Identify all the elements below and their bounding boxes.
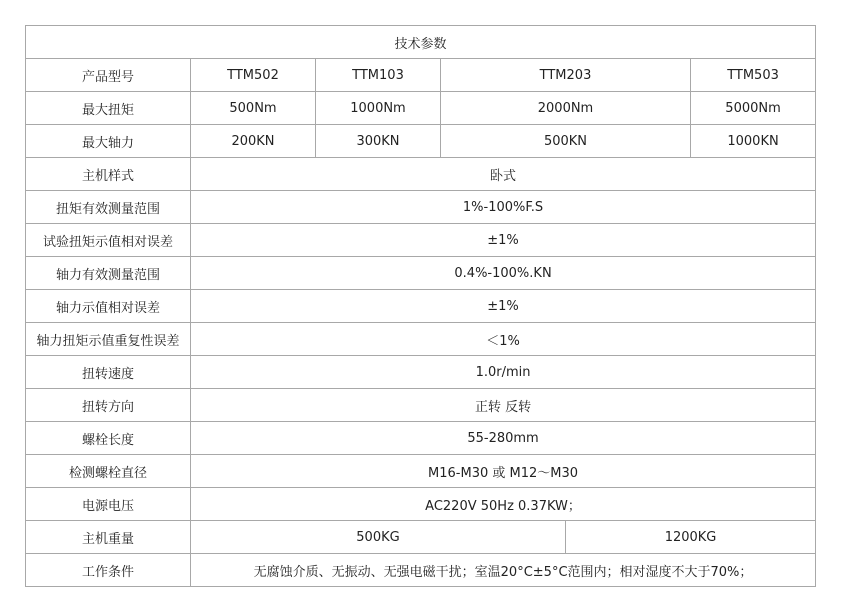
model-cell: TTM502	[191, 59, 316, 92]
table-row	[26, 257, 816, 290]
row-label: 主机样式	[26, 158, 191, 191]
model-cell: TTM503	[691, 59, 816, 92]
table-title: 技术参数	[26, 26, 816, 59]
row-label: 扭矩有效测量范围	[26, 191, 191, 224]
row-value: 卧式	[191, 158, 816, 191]
row-label: 扭转方向	[26, 389, 191, 422]
row-label: 产品型号	[26, 59, 191, 92]
table-row-conditions	[26, 554, 816, 587]
table-row	[26, 290, 816, 323]
axial-cell: 300KN	[316, 125, 441, 158]
table-row	[26, 158, 816, 191]
table-row	[26, 323, 816, 356]
table-row-max-torque	[26, 92, 816, 125]
axial-cell: 200KN	[191, 125, 316, 158]
table-row-model	[26, 59, 816, 92]
row-label: 主机重量	[26, 521, 191, 554]
row-value: ±1%	[191, 290, 816, 323]
model-cell: TTM103	[316, 59, 441, 92]
torque-cell: 2000Nm	[441, 92, 691, 125]
axial-cell: 500KN	[441, 125, 691, 158]
table-row	[26, 389, 816, 422]
row-value: AC220V 50Hz 0.37KW；	[191, 488, 816, 521]
table-row	[26, 224, 816, 257]
table-row	[26, 455, 816, 488]
row-value: 1%-100%F.S	[191, 191, 816, 224]
table-row	[26, 422, 816, 455]
spec-table	[25, 25, 816, 587]
row-value: 0.4%-100%.KN	[191, 257, 816, 290]
row-label: 电源电压	[26, 488, 191, 521]
row-label: 扭转速度	[26, 356, 191, 389]
table-row-weight	[26, 521, 816, 554]
table-row	[26, 488, 816, 521]
row-value: 55-280mm	[191, 422, 816, 455]
table-title-row	[26, 26, 816, 59]
row-label: 检测螺栓直径	[26, 455, 191, 488]
axial-cell: 1000KN	[691, 125, 816, 158]
row-value: 正转 反转	[191, 389, 816, 422]
model-cell: TTM203	[441, 59, 691, 92]
row-label: 试验扭矩示值相对误差	[26, 224, 191, 257]
table-row-max-axial-force	[26, 125, 816, 158]
row-value: 1.0r/min	[191, 356, 816, 389]
row-label: 轴力示值相对误差	[26, 290, 191, 323]
row-label: 工作条件	[26, 554, 191, 587]
row-label: 最大轴力	[26, 125, 191, 158]
row-label: 轴力有效测量范围	[26, 257, 191, 290]
row-label: 螺栓长度	[26, 422, 191, 455]
table-row	[26, 191, 816, 224]
row-label: 最大扭矩	[26, 92, 191, 125]
table-row	[26, 356, 816, 389]
row-value: ＜1%	[191, 323, 816, 356]
row-value: ±1%	[191, 224, 816, 257]
row-value: M16-M30 或 M12～M30	[191, 455, 816, 488]
weight-cell: 1200KG	[566, 521, 816, 554]
torque-cell: 5000Nm	[691, 92, 816, 125]
torque-cell: 1000Nm	[316, 92, 441, 125]
weight-cell: 500KG	[191, 521, 566, 554]
torque-cell: 500Nm	[191, 92, 316, 125]
row-value: 无腐蚀介质、无振动、无强电磁干扰；室温20°C±5°C范围内；相对湿度不大于70%；	[191, 554, 816, 587]
row-label: 轴力扭矩示值重复性误差	[26, 323, 191, 356]
